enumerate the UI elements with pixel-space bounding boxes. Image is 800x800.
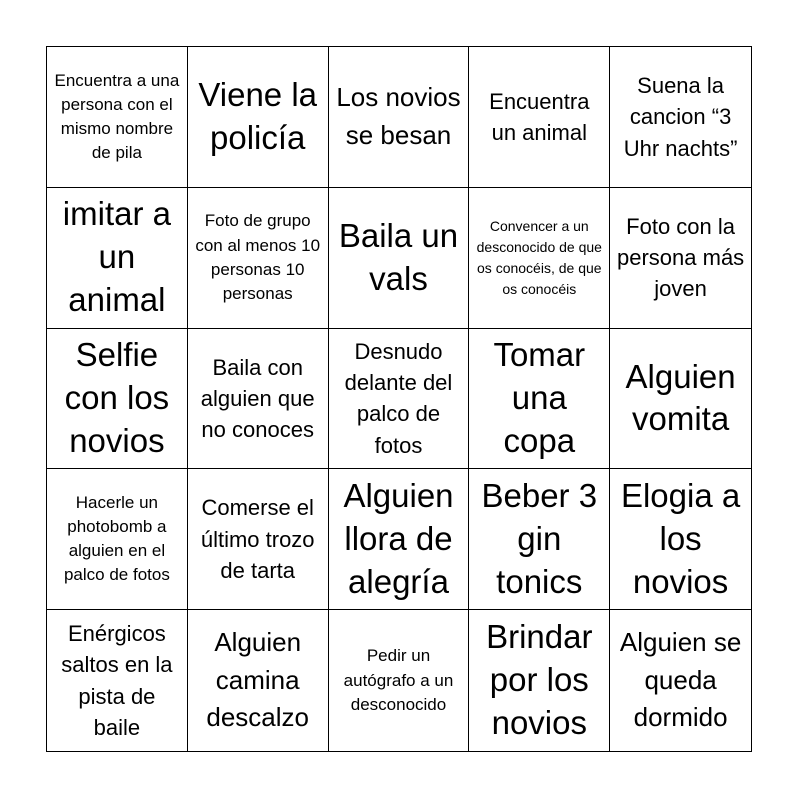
bingo-cell-r5-c3[interactable]: Pedir un autógrafo a un desconocido <box>329 610 470 751</box>
bingo-cell-r4-c3[interactable]: Alguien llora de alegría <box>329 469 470 610</box>
bingo-cell-r2-c1[interactable]: imitar a un animal <box>47 188 188 329</box>
bingo-cell-r5-c5[interactable]: Alguien se queda dormido <box>619 627 742 733</box>
bingo-cell-r5-c4[interactable]: Brindar por los novios <box>469 610 610 751</box>
bingo-cell-r1-c4[interactable]: Encuentra un animal <box>469 47 610 188</box>
bingo-cell-r3-c2[interactable]: Baila con alguien que no conoces <box>188 329 329 470</box>
bingo-cell-r2-c5[interactable]: Foto con la persona más joven <box>610 188 751 329</box>
bingo-cell-r4-c4[interactable]: Beber 3 gin tonics <box>469 469 610 610</box>
bingo-board <box>46 46 752 752</box>
bingo-cell-r4-c1[interactable]: Hacerle un photobomb a alguien en el palco de fotos <box>47 469 188 610</box>
bingo-cell-r1-c3[interactable]: Los novios se besan <box>329 47 470 188</box>
bingo-cell-r1-c2[interactable]: Viene la policía <box>188 47 329 188</box>
bingo-cell-r3-c1[interactable]: Selfie con los novios <box>47 329 188 470</box>
bingo-cell-r3-c3[interactable]: Desnudo delante del palco de fotos <box>329 329 470 470</box>
bingo-cell-r2-c3[interactable]: Baila un vals <box>329 188 470 329</box>
bingo-cell-r4-c5[interactable]: Elogia a los novios <box>610 469 751 610</box>
bingo-cell-r5-c1[interactable]: Enérgicos saltos en la pista de baile <box>47 610 188 751</box>
bingo-cell-r2-c2[interactable]: Foto de grupo con al menos 10 personas 10 personas <box>188 188 329 329</box>
bingo-cell-r4-c2[interactable]: Comerse el último trozo de tarta <box>188 469 329 610</box>
bingo-cell-r3-c4[interactable]: Tomar una copa <box>469 329 610 470</box>
bingo-cell-r1-c5[interactable]: Suena la cancion “3 Uhr nachts” <box>610 47 751 188</box>
bingo-cell-r3-c5[interactable]: Alguien vomita <box>610 329 751 470</box>
bingo-cell-r1-c1[interactable]: Encuentra a una persona con el mismo nombre de pila <box>47 47 188 188</box>
bingo-cell-r2-c4[interactable]: Convencer a un desconocido de que os conocéis, de que os conocéis <box>469 188 610 329</box>
bingo-cell-r5-c2[interactable]: Alguien camina descalzo <box>188 610 329 751</box>
